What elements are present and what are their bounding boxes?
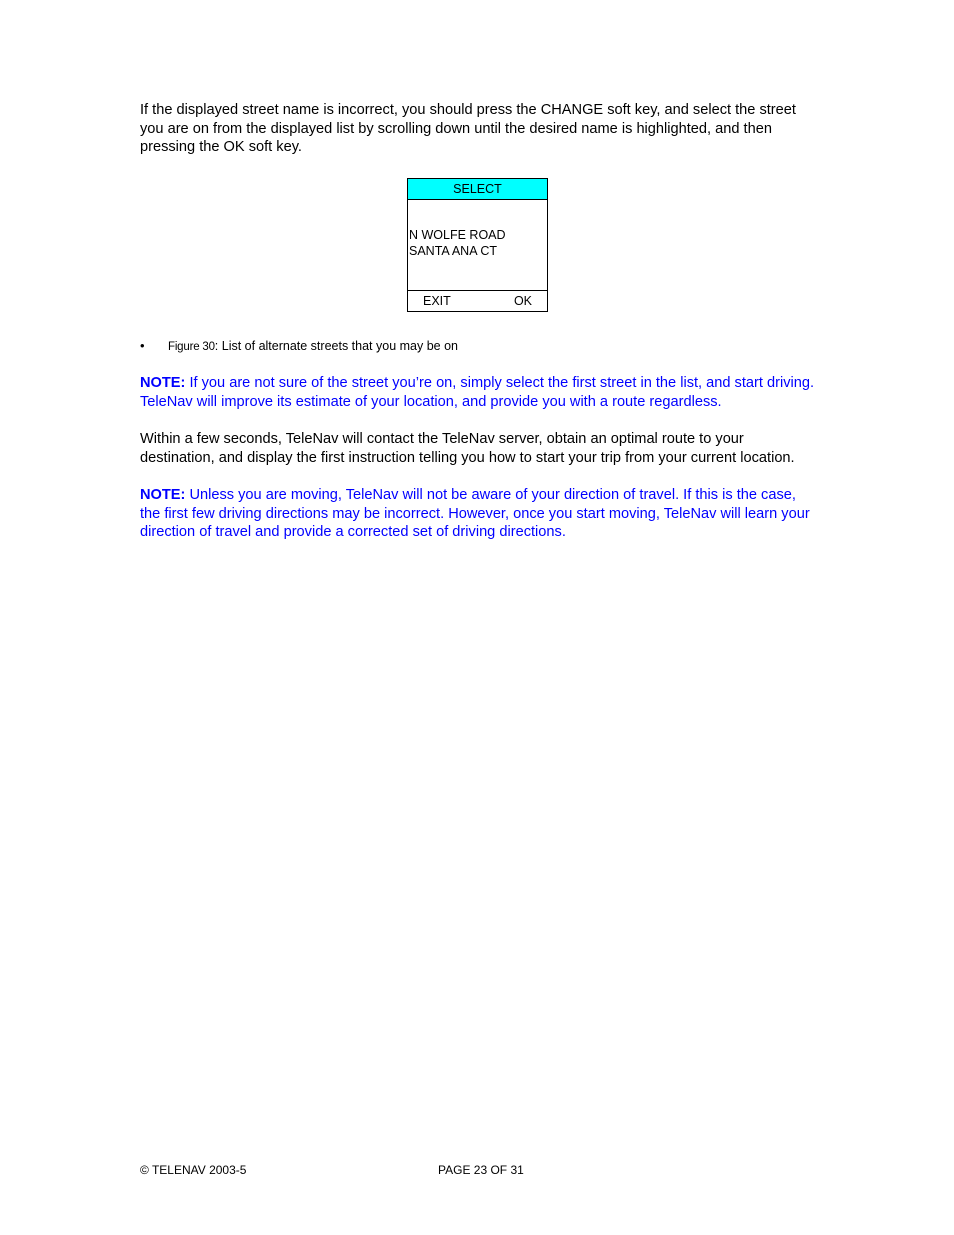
ok-softkey[interactable]: OK: [513, 294, 532, 308]
figure-label: Figure 30: [168, 341, 215, 353]
middle-paragraph: Within a few seconds, TeleNav will contact the TeleNav server, obtain an optimal route to your destination, and display the first instruction telling you how to start your trip from your current location.: [140, 431, 795, 466]
street-list-item[interactable]: N WOLFE ROAD: [409, 228, 506, 242]
note-text: If you are not sure of the street you’re on, simply select the first street in the list, and start driving. TeleNav will improve its estimate of your location, and provide you with a route regardless.: [140, 375, 815, 410]
bullet-icon: •: [140, 338, 145, 353]
note-text: Unless you are moving, TeleNav will not be aware of your direction of travel. If this is the case, the first few driving directions may be incorrect. However, once you start moving, TeleNav will learn your direction of travel and provide a corrected set of driving directions.: [140, 487, 810, 540]
note-paragraph-1: [140, 374, 820, 411]
figure-caption: [140, 338, 458, 355]
note-label: NOTE:: [140, 375, 186, 391]
exit-softkey[interactable]: EXIT: [423, 294, 451, 308]
softkey-bar: [408, 290, 547, 311]
street-list-item[interactable]: SANTA ANA CT: [409, 243, 497, 258]
footer-page-number: PAGE 23 OF 31: [438, 1163, 524, 1177]
street-list: [409, 228, 506, 259]
note-label: NOTE:: [140, 487, 186, 503]
figure-caption-text: : List of alternate streets that you may be on: [214, 339, 458, 353]
footer-copyright: © TELENAV 2003-5: [140, 1163, 247, 1177]
note-paragraph-2: [140, 486, 820, 542]
intro-paragraph: If the displayed street name is incorrect, you should press the CHANGE soft key, and select the street you are on from the displayed list by scrolling down until the desired name is highlighted, and then pressing the OK soft key.: [140, 102, 796, 155]
screen-header-select: SELECT: [408, 179, 547, 200]
phone-screen-select: [407, 178, 548, 312]
